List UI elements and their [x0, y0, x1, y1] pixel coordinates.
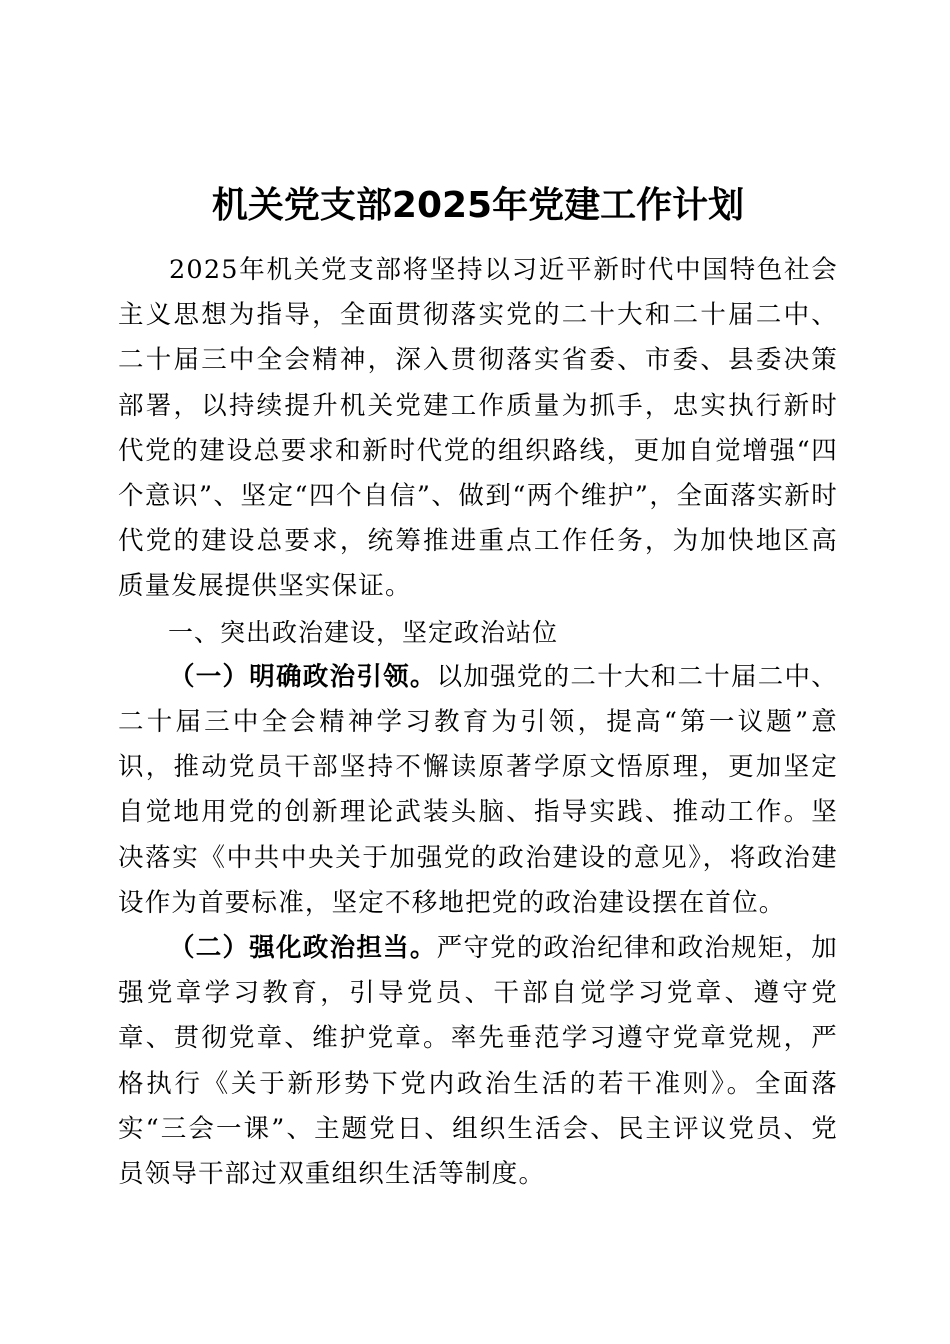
section-heading: 一、突出政治建设，坚定政治站位	[168, 617, 559, 647]
item-paragraph-1	[118, 655, 838, 926]
item-text-1: 以加强党的二十大和二十届二中、二十届三中全会精神学习教育为引领，提高“第一议题”意识，推动党员干部坚持不懈读原著学原文悟原理，更加坚定自觉地用党的创新理论武装头脑、指导实践、推动工作。坚决落实《中共中央关于加强党的政治建设的意见》，将政治建设作为首要标准，坚定不移地把党的政治建设摆在首位。	[118, 661, 838, 918]
intro-paragraph: 2025年机关党支部将坚持以习近平新时代中国特色社会主义思想为指导，全面贯彻落实党的二十大和二十届二中、二十届三中全会精神，深入贯彻落实省委、市委、县委决策部署，以持续提升机关党建工作质量为抓手，忠实执行新时代党的建设总要求和新时代党的组织路线，更加自觉增强“四个意识”、坚定“四个自信”、做到“两个维护”，全面落实新时代党的建设总要求，统筹推进重点工作任务，为加快地区高质量发展提供坚实保证。	[118, 255, 838, 602]
item-text-2: 严守党的政治纪律和政治规矩，加强党章学习教育，引导党员、干部自觉学习党章、遵守党章、贯彻党章、维护党章。率先垂范学习遵守党章党规，严格执行《关于新形势下党内政治生活的若干准则》。全面落实“三会一课”、主题党日、组织生活会、民主评议党员、党员领导干部过双重组织生活等制度。	[118, 933, 838, 1190]
document-page	[118, 186, 838, 1197]
item-lead-2: （二）强化政治担当。	[169, 933, 437, 964]
item-paragraph-2	[118, 926, 838, 1197]
document-title: 机关党支部2025年党建工作计划	[211, 185, 745, 226]
item-lead-1: （一）明确政治引领。	[169, 661, 437, 692]
